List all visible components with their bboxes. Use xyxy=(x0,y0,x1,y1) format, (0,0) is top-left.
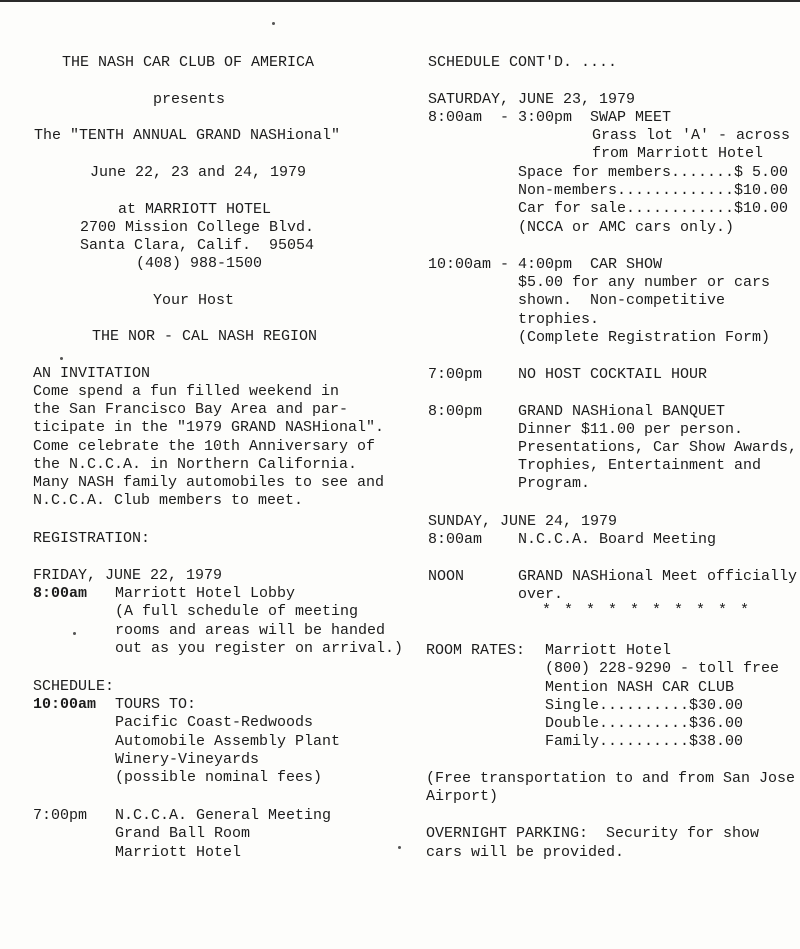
banquet-time: 8:00pm xyxy=(428,403,483,420)
noon-line: GRAND NASHional Meet officially xyxy=(518,568,798,585)
friday-line: Marriott Hotel Lobby xyxy=(115,585,296,602)
schedule-heading: SCHEDULE: xyxy=(33,678,115,695)
parking-line: cars will be provided. xyxy=(426,844,625,861)
host-name: THE NOR - CAL NASH REGION xyxy=(92,328,318,345)
transport-line: Airport) xyxy=(426,788,499,805)
tours-time: 10:00am xyxy=(33,696,97,713)
meeting-time: 7:00pm xyxy=(33,807,88,824)
host-label: Your Host xyxy=(153,292,235,309)
top-rule xyxy=(0,0,800,2)
swap-location: Grass lot 'A' - across xyxy=(592,127,791,144)
meeting-line: Marriott Hotel xyxy=(115,844,242,861)
invitation-line: ticipate in the "1979 GRAND NASHional". xyxy=(33,419,385,436)
swap-location: from Marriott Hotel xyxy=(592,145,764,162)
board-text: N.C.C.A. Board Meeting xyxy=(518,531,717,548)
tours-line: Pacific Coast-Redwoods xyxy=(115,714,314,731)
room-rates-label: ROOM RATES: xyxy=(426,642,526,659)
schedule-contd-heading: SCHEDULE CONT'D. .... xyxy=(428,54,618,71)
invitation-line: the San Francisco Bay Area and par- xyxy=(33,401,349,418)
tours-line: TOURS TO: xyxy=(115,696,197,713)
star-divider: * * * * * * * * * * xyxy=(542,602,752,619)
sunday-date: SUNDAY, JUNE 24, 1979 xyxy=(428,513,618,530)
room-rate-line: Mention NASH CAR CLUB xyxy=(545,679,735,696)
room-rate-line: (800) 228-9290 - toll free xyxy=(545,660,780,677)
friday-time: 8:00am xyxy=(33,585,88,602)
scan-speck xyxy=(398,846,401,849)
presents-text: presents xyxy=(153,91,226,108)
swap-title: SWAP MEET xyxy=(590,109,672,126)
friday-line: rooms and areas will be handed xyxy=(115,622,386,639)
meeting-line: N.C.C.A. General Meeting xyxy=(115,807,332,824)
cocktail-text: NO HOST COCKTAIL HOUR xyxy=(518,366,708,383)
friday-date: FRIDAY, JUNE 22, 1979 xyxy=(33,567,223,584)
fee-line: Non-members.............$10.00 xyxy=(518,182,789,199)
room-rate-line: Double..........$36.00 xyxy=(545,715,744,732)
scan-speck xyxy=(60,357,63,360)
transport-line: (Free transportation to and from San Jose xyxy=(426,770,796,787)
venue-city: Santa Clara, Calif. 95054 xyxy=(80,237,315,254)
fee-line: Space for members.......$ 5.00 xyxy=(518,164,789,181)
cocktail-time: 7:00pm xyxy=(428,366,483,383)
swap-time: 8:00am - 3:00pm xyxy=(428,109,573,126)
scan-speck xyxy=(73,632,76,635)
banquet-line: Dinner $11.00 per person. xyxy=(518,421,744,438)
parking-line: OVERNIGHT PARKING: Security for show xyxy=(426,825,760,842)
room-rate-line: Single..........$30.00 xyxy=(545,697,744,714)
room-rate-line: Marriott Hotel xyxy=(545,642,672,659)
noon-line: over. xyxy=(518,586,564,603)
venue-street: 2700 Mission College Blvd. xyxy=(80,219,315,236)
tours-line: Automobile Assembly Plant xyxy=(115,733,341,750)
registration-heading: REGISTRATION: xyxy=(33,530,151,547)
event-title: The "TENTH ANNUAL GRAND NASHional" xyxy=(34,127,341,144)
carshow-line: $5.00 for any number or cars xyxy=(518,274,771,291)
room-rate-line: Family..........$38.00 xyxy=(545,733,744,750)
banquet-line: GRAND NASHional BANQUET xyxy=(518,403,726,420)
meeting-line: Grand Ball Room xyxy=(115,825,251,842)
saturday-date: SATURDAY, JUNE 23, 1979 xyxy=(428,91,636,108)
scan-speck xyxy=(272,22,275,25)
carshow-line: shown. Non-competitive xyxy=(518,292,726,309)
friday-line: out as you register on arrival.) xyxy=(115,640,404,657)
tours-line: Winery-Vineyards xyxy=(115,751,260,768)
venue-name: at MARRIOTT HOTEL xyxy=(118,201,272,218)
invitation-line: Come spend a fun filled weekend in xyxy=(33,383,340,400)
noon-time: NOON xyxy=(428,568,465,585)
banquet-line: Presentations, Car Show Awards, xyxy=(518,439,798,456)
invitation-line: N.C.C.A. Club members to meet. xyxy=(33,492,304,509)
carshow-title: CAR SHOW xyxy=(590,256,663,273)
event-dates: June 22, 23 and 24, 1979 xyxy=(90,164,307,181)
fee-note: (NCCA or AMC cars only.) xyxy=(518,219,735,236)
invitation-line: the N.C.C.A. in Northern California. xyxy=(33,456,358,473)
carshow-line: trophies. xyxy=(518,311,600,328)
banquet-line: Program. xyxy=(518,475,591,492)
club-title: THE NASH CAR CLUB OF AMERICA xyxy=(62,54,315,71)
invitation-line: Many NASH family automobiles to see and xyxy=(33,474,385,491)
tours-line: (possible nominal fees) xyxy=(115,769,323,786)
board-time: 8:00am xyxy=(428,531,483,548)
friday-line: (A full schedule of meeting xyxy=(115,603,359,620)
venue-phone: (408) 988-1500 xyxy=(136,255,263,272)
fee-line: Car for sale............$10.00 xyxy=(518,200,789,217)
banquet-line: Trophies, Entertainment and xyxy=(518,457,762,474)
invitation-line: Come celebrate the 10th Anniversary of xyxy=(33,438,376,455)
invitation-heading: AN INVITATION xyxy=(33,365,151,382)
carshow-line: (Complete Registration Form) xyxy=(518,329,771,346)
carshow-time: 10:00am - 4:00pm xyxy=(428,256,573,273)
